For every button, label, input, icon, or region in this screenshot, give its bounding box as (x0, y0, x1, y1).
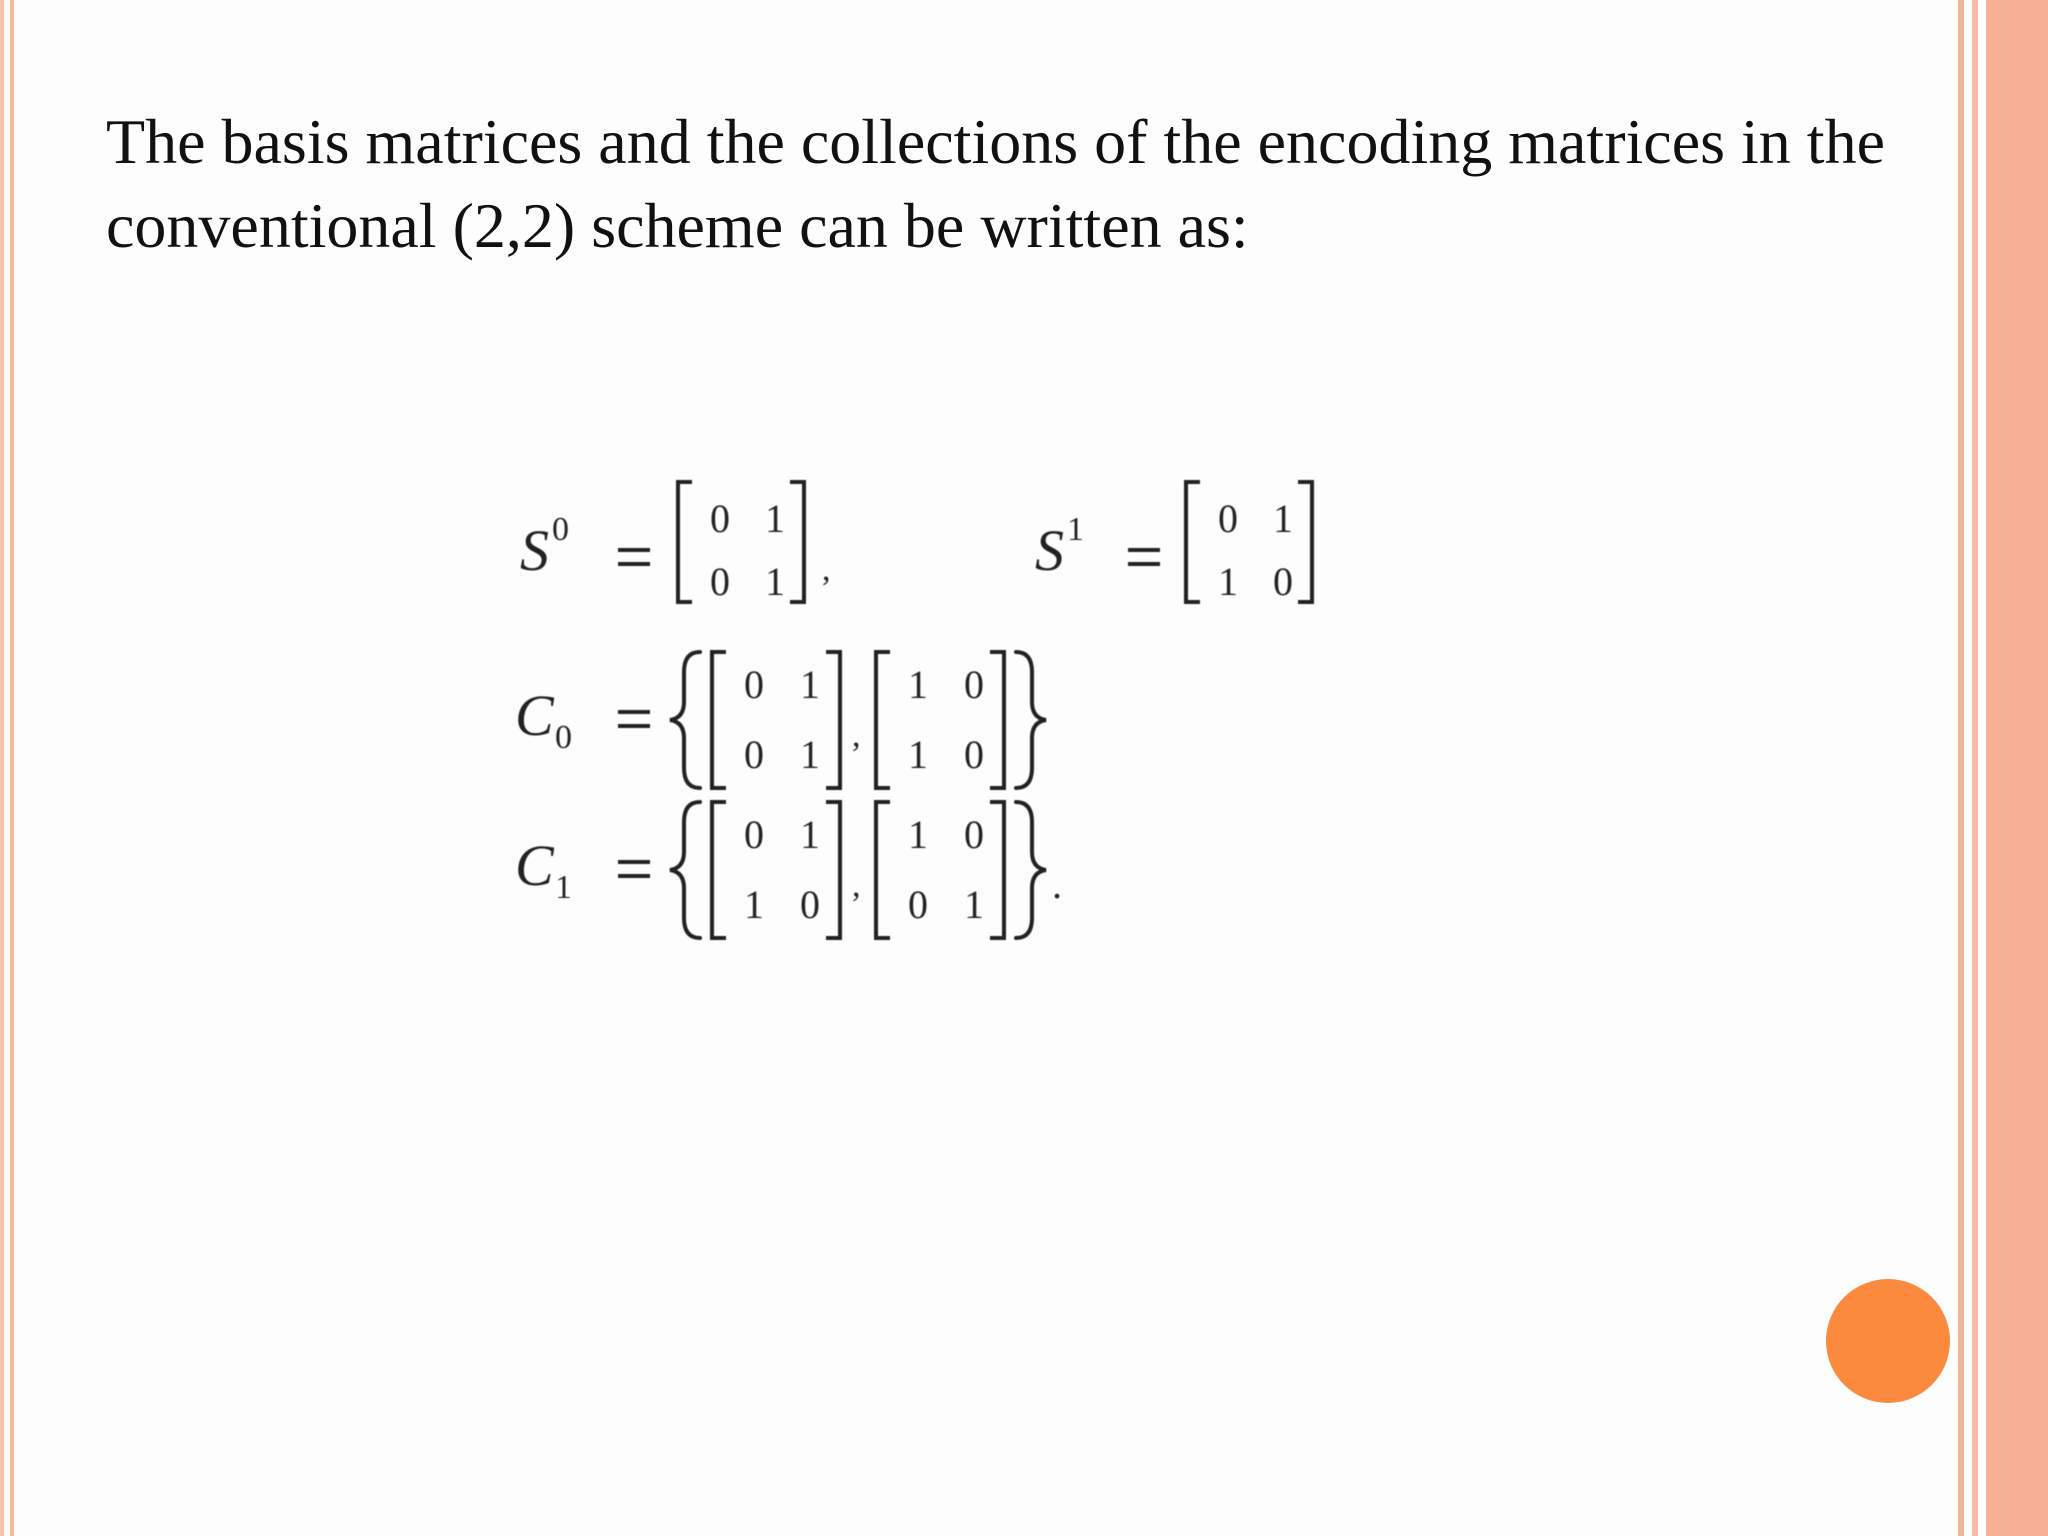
s1-m-01: 1 (1273, 496, 1293, 541)
equation-c1 (515, 802, 1062, 938)
c1-m2-01: 0 (964, 812, 984, 857)
s0-left-bracket (678, 482, 692, 602)
c1-m1-01: 1 (800, 812, 820, 857)
equation-block (500, 450, 1500, 970)
c0-m2-01: 0 (964, 662, 984, 707)
s0-m-10: 0 (710, 559, 730, 604)
c1-right-brace (1016, 802, 1046, 938)
s0-m-01: 1 (765, 496, 785, 541)
c1-m2-11: 1 (964, 882, 984, 927)
s0-superscript: 0 (552, 511, 569, 548)
s1-left-bracket (1186, 482, 1200, 602)
slide-border-left (0, 0, 22, 1536)
c0-m1-00: 0 (744, 662, 764, 707)
c0-right-brace (1016, 652, 1046, 788)
s0-m-11: 1 (765, 559, 785, 604)
c1-m1-left-bracket (712, 802, 726, 938)
c1-m1-11: 0 (800, 882, 820, 927)
equation-c0 (515, 652, 1046, 788)
s1-symbol: S (1035, 518, 1064, 583)
c0-left-brace (670, 652, 700, 788)
c1-m1-right-bracket (826, 802, 840, 938)
c1-m2-right-bracket (990, 802, 1004, 938)
s0-m-00: 0 (710, 496, 730, 541)
c0-symbol: C (515, 683, 554, 748)
s1-m-00: 0 (1218, 496, 1238, 541)
c1-m1-00: 0 (744, 812, 764, 857)
c0-m2-00: 1 (908, 662, 928, 707)
s1-superscript: 1 (1067, 511, 1084, 548)
c0-m1-01: 1 (800, 662, 820, 707)
c1-left-brace (670, 802, 700, 938)
s1-m-10: 1 (1218, 559, 1238, 604)
c0-m1-11: 1 (800, 732, 820, 777)
c1-m2-10: 0 (908, 882, 928, 927)
c0-m1-left-bracket (712, 652, 726, 788)
c0-m2-10: 1 (908, 732, 928, 777)
c0-m2-right-bracket (990, 652, 1004, 788)
s0-comma: , (822, 551, 831, 588)
c0-m2-left-bracket (876, 652, 890, 788)
c1-period: . (1052, 862, 1062, 907)
c1-m2-left-bracket (876, 802, 890, 938)
s1-right-bracket (1298, 482, 1312, 602)
c1-symbol: C (515, 833, 554, 898)
s1-m-11: 0 (1273, 559, 1293, 604)
slide-heading: The basis matrices and the collections of the encoding matrices in the conventional (2,2) scheme can be written as: (106, 106, 1885, 261)
c1-m2-00: 1 (908, 812, 928, 857)
c1-comma: , (852, 867, 861, 904)
s0-right-bracket (790, 482, 804, 602)
c0-m2-11: 0 (964, 732, 984, 777)
c0-m1-10: 0 (744, 732, 764, 777)
c0-m1-right-bracket (826, 652, 840, 788)
c0-subscript: 0 (555, 719, 572, 756)
c0-comma: , (852, 717, 861, 754)
equation-s1 (1035, 482, 1312, 604)
c1-m1-10: 1 (744, 882, 764, 927)
equation-s0 (520, 482, 831, 604)
c1-subscript: 1 (555, 869, 572, 906)
slide-nav-circle-button[interactable] (1826, 1279, 1950, 1403)
slide-border-right (1958, 0, 2048, 1536)
s0-symbol: S (520, 518, 549, 583)
